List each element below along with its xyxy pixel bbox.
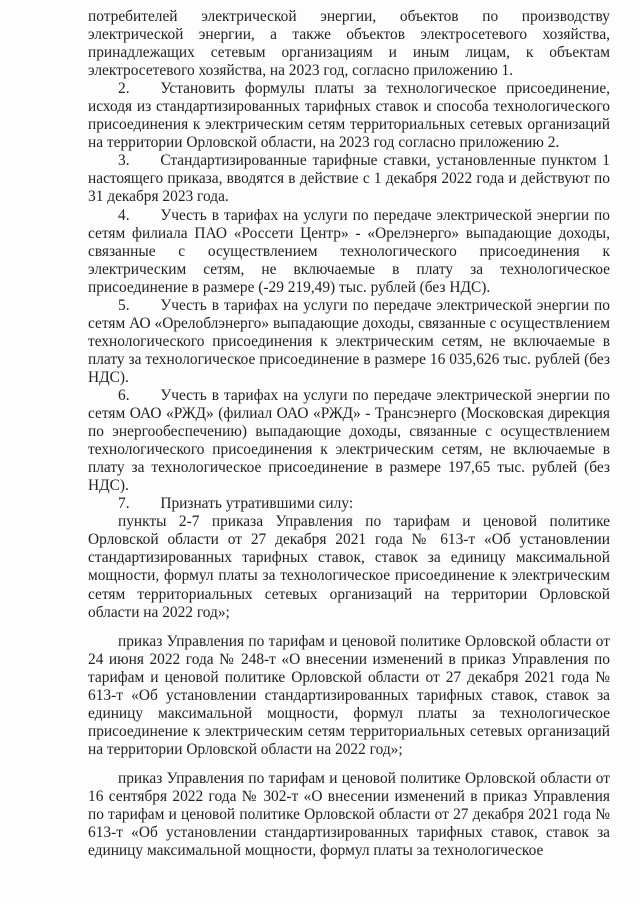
paragraph-item-4: 4. Учесть в тарифах на услуги по передаче электрической энергии по сетям филиала ПАО «Россети Центр» - «Орелэнерго» выпадающие доходы, связанные с осуществлением технологического присоединения к электрическим сетям, не включаемые в плату за технологическое присоединение в размере (-29 219,49) тыс. рублей (без НДС). <box>88 206 610 296</box>
paragraph-item-2: 2. Установить формулы платы за технологическое присоединение, исходя из стандартизированных тарифных ставок и способа технологического присоединения к электрическим сетям территориальных сетевых организаций на территории Орловской области, на 2023 год согласно приложению 2. <box>88 80 610 152</box>
paragraph-item-6: 6. Учесть в тарифах на услуги по передаче электрической энергии по сетям ОАО «РЖД» (филиал ОАО «РЖД» - Трансэнерго (Московская дирекция по энергообеспечению) выпадающие доходы, связанные с осуществлением технологического присоединения к электрическим сетям, не включаемые в плату за технологическое присоединение в размере 197,65 тыс. рублей (без НДС). <box>88 386 610 495</box>
paragraph-item-7: 7. Признать утратившими силу: <box>118 495 354 513</box>
paragraph-item-3: 3. Стандартизированные тарифные ставки, установленные пунктом 1 настоящего приказа, вводятся в действие с 1 декабря 2022 года и действуют по 31 декабря 2023 года. <box>88 152 610 206</box>
repealed-clause-3: приказ Управления по тарифам и ценовой политике Орловской области от 16 сентября 2022 года № 302-т «О внесении изменений в приказ Управления по тарифам и ценовой политике Орловской области от 27 декабря 2021 года № 613-т «Об установлении стандартизированных тарифных ставок, ставок за единицу максимальной мощности, формул платы за технологическое <box>88 769 610 860</box>
repealed-clause-2: приказ Управления по тарифам и ценовой политике Орловской области от 24 июня 2022 года № 248-т «О внесении изменений в приказ Управления по тарифам и ценовой политике Орловской области от 27 декабря 2021 года № 613-т «Об установлении стандартизированных тарифных ставок, ставок за единицу максимальной мощности, формул платы за технологическое присоединение к электрическим сетям территориальных сетевых организаций на территории Орловской области на 2022 год»; <box>88 632 610 758</box>
paragraph-item-5: 5. Учесть в тарифах на услуги по передаче электрической энергии по сетям АО «Орелоблэнерго» выпадающие доходы, связанные с осуществлением технологического присоединения к электрическим сетям, не включаемые в плату за технологическое присоединение в размере 16 035,626 тыс. рублей (без НДС). <box>88 296 610 386</box>
paragraph-continuation: потребителей электрической энергии, объектов по производству электрической энергии, а также объектов электросетевого хозяйства, принадлежащих сетевым организациям и иным лицам, к объектам электросетевого хозяйства, на 2023 год, согласно приложению 1. <box>88 8 610 80</box>
repealed-clause-1: пункты 2-7 приказа Управления по тарифам и ценовой политике Орловской области от 27 декабря 2021 года № 613-т «Об установлении стандартизированных тарифных ставок, ставок за единицу максимальной мощности, формул платы за технологическое присоединение к электрическим сетям территориальных сетевых организаций на территории Орловской области на 2022 год»; <box>88 513 610 621</box>
document-body <box>88 8 610 860</box>
